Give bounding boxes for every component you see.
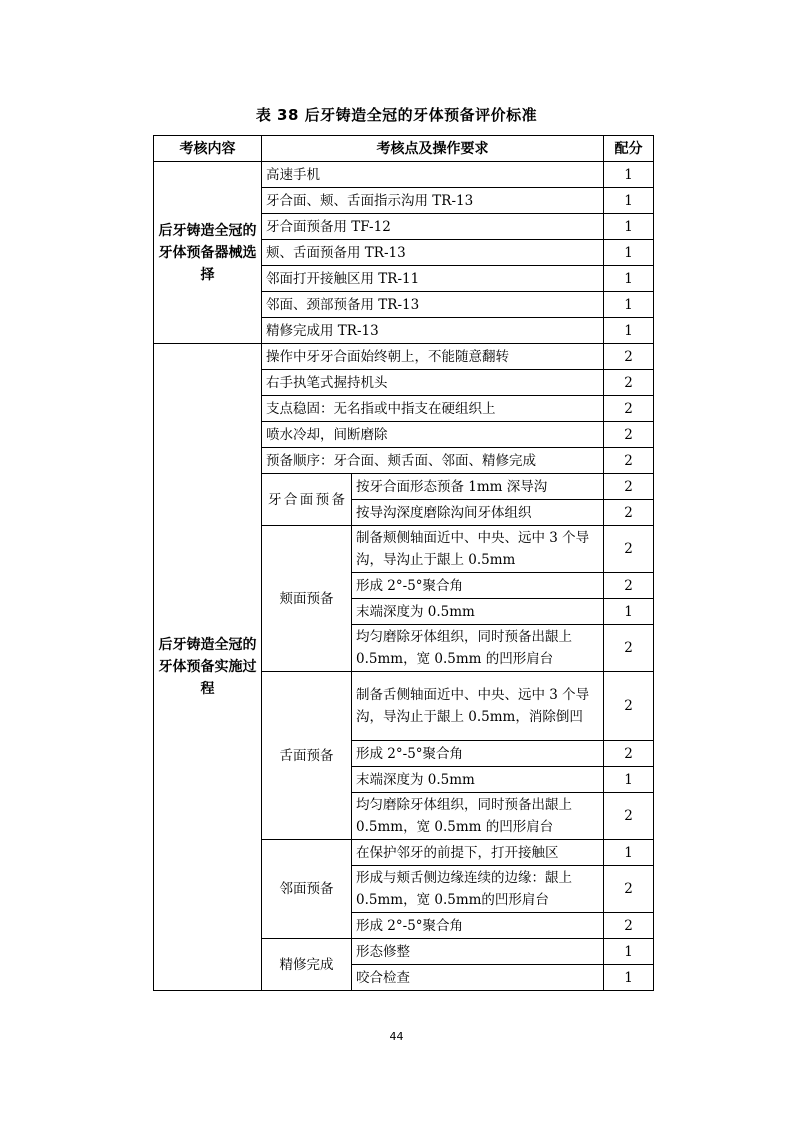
score-cell: 1: [604, 939, 654, 965]
score-cell: 1: [604, 214, 654, 240]
requirement-cell: 形成与颊舌侧边缘连续的边缘：龈上 0.5mm，宽 0.5mm的凹形肩台: [352, 866, 604, 913]
sub-label-buccal: 颊面预备: [262, 526, 352, 672]
score-cell: 2: [604, 625, 654, 672]
header-requirements: 考核点及操作要求: [262, 136, 604, 162]
evaluation-table: [153, 135, 654, 991]
requirement-cell: 制备颊侧轴面近中、中央、远中 3 个导沟，导沟止于龈上 0.5mm: [352, 526, 604, 573]
requirement-cell: 形成 2°-5°聚合角: [352, 741, 604, 767]
requirement-cell: 形成 2°-5°聚合角: [352, 573, 604, 599]
score-cell: 2: [604, 500, 654, 526]
sub-label-proximal: 邻面预备: [262, 840, 352, 939]
requirement-cell: 右手执笔式握持机头: [262, 370, 604, 396]
requirement-cell: 咬合检查: [352, 965, 604, 991]
score-cell: 1: [604, 162, 654, 188]
score-cell: 2: [604, 422, 654, 448]
score-cell: 2: [604, 741, 654, 767]
score-cell: 2: [604, 526, 654, 573]
requirement-cell: 末端深度为 0.5mm: [352, 767, 604, 793]
table-row: [154, 162, 654, 188]
table-row: [154, 344, 654, 370]
section-label-process: 后牙铸造全冠的牙体预备实施过程: [154, 344, 262, 991]
header-content: 考核内容: [154, 136, 262, 162]
score-cell: 1: [604, 292, 654, 318]
score-cell: 1: [604, 840, 654, 866]
requirement-cell: 颊、舌面预备用 TR-13: [262, 240, 604, 266]
score-cell: 2: [604, 913, 654, 939]
requirement-cell: 喷水冷却，间断磨除: [262, 422, 604, 448]
score-cell: 2: [604, 866, 654, 913]
requirement-cell: 在保护邻牙的前提下，打开接触区: [352, 840, 604, 866]
score-cell: 2: [604, 396, 654, 422]
score-cell: 1: [604, 318, 654, 344]
requirement-cell: 均匀磨除牙体组织，同时预备出龈上 0.5mm，宽 0.5mm 的凹形肩台: [352, 625, 604, 672]
table-title: 表 38 后牙铸造全冠的牙体预备评价标准: [255, 106, 538, 124]
requirement-cell: 支点稳固：无名指或中指支在硬组织上: [262, 396, 604, 422]
score-cell: 1: [604, 965, 654, 991]
requirement-cell: 按导沟深度磨除沟间牙体组织: [352, 500, 604, 526]
requirement-cell: 精修完成用 TR-13: [262, 318, 604, 344]
score-cell: 2: [604, 793, 654, 840]
score-cell: 1: [604, 240, 654, 266]
requirement-cell: 形态修整: [352, 939, 604, 965]
requirement-cell: 邻面打开接触区用 TR-11: [262, 266, 604, 292]
score-cell: 1: [604, 188, 654, 214]
requirement-cell: 形成 2°-5°聚合角: [352, 913, 604, 939]
score-cell: 2: [604, 370, 654, 396]
requirement-cell: 预备顺序：牙合面、颊舌面、邻面、精修完成: [262, 448, 604, 474]
sub-label-lingual: 舌面预备: [262, 672, 352, 840]
page-number: 44: [389, 1030, 404, 1043]
requirement-cell: 末端深度为 0.5mm: [352, 599, 604, 625]
requirement-cell: 按牙合面形态预备 1mm 深导沟: [352, 474, 604, 500]
requirement-cell: 制备舌侧轴面近中、中央、远中 3 个导沟，导沟止于龈上 0.5mm，消除倒凹: [352, 672, 604, 741]
score-cell: 1: [604, 599, 654, 625]
score-cell: 2: [604, 573, 654, 599]
requirement-cell: 均匀磨除牙体组织，同时预备出龈上 0.5mm，宽 0.5mm 的凹形肩台: [352, 793, 604, 840]
sub-label-finishing: 精修完成: [262, 939, 352, 991]
requirement-cell: 牙合面、颊、舌面指示沟用 TR-13: [262, 188, 604, 214]
requirement-cell: 牙合面预备用 TF-12: [262, 214, 604, 240]
score-cell: 2: [604, 474, 654, 500]
score-cell: 1: [604, 266, 654, 292]
score-cell: 1: [604, 767, 654, 793]
score-cell: 2: [604, 672, 654, 741]
section-label-instruments: 后牙铸造全冠的牙体预备器械选择: [154, 162, 262, 344]
score-cell: 2: [604, 344, 654, 370]
sub-label-occlusal: 牙合面预备: [262, 474, 352, 526]
requirement-cell: 邻面、颈部预备用 TR-13: [262, 292, 604, 318]
score-cell: 2: [604, 448, 654, 474]
requirement-cell: 高速手机: [262, 162, 604, 188]
requirement-cell: 操作中牙牙合面始终朝上，不能随意翻转: [262, 344, 604, 370]
header-score: 配分: [604, 136, 654, 162]
